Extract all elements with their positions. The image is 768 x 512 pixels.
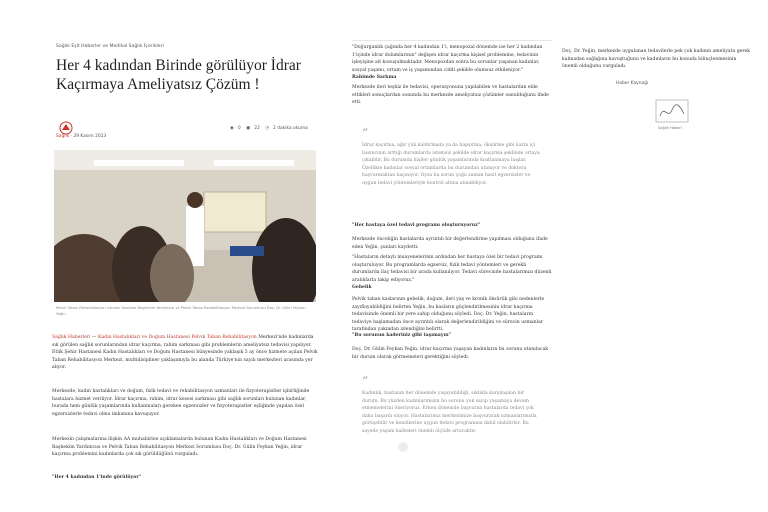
article-paragraph: Merkezin çalışmalarına ilişkin AA muhabirine açıklamalarda bulunan Kadın Hastalıkları ve Doğum Hastanesi Başhekim Yardımcısı ve Pelvik Taban Rehabilitasyon Merkezi Sorumlusu Doç. Dr. Gülin Feykan Yeğin, idrar kaçırma problemini kadınlarda çok sık görüldüğünü vurguladı. <box>52 437 307 458</box>
subheading-text: Gebelik <box>352 285 372 290</box>
article-subheading <box>352 74 552 82</box>
article-photo <box>54 150 316 302</box>
article-subheading <box>52 474 318 482</box>
inline-text: Merkezi'nde kadınlarda sık görülen sağlık sorunlarından idrar kaçırma, rahim sarkması gibi problemlerin ameliyatsız tedavisi yapılıyor. Etlik Şehir Hastanesi Kadın Hastalıkları ve Doğum Hastanesi bünyesinde yaklaşık 5 ay önce hizmete açılan Pelvik Taban Rehabilitasyon Merkezi, multidisipliner yaklaşımıyla bu alanda Türkiye'nin sayılı merkezleri arasında yer alıyor. <box>52 335 318 371</box>
article-paragraph: Merkezde ileri teşhiz ile tedavisi, operasyonuna yapılabilen ve hastalardan elde ettikleri sonuçlardan sonunda bu merkezde ameliyatsız çözümler sunulduğunu ifade etti. <box>352 85 549 106</box>
inline-link[interactable]: Kadın Hastalıkları ve Doğum Hastanesi Pelvik Taban Rehabilitasyon <box>97 335 257 340</box>
article-subheading <box>352 222 552 230</box>
article-title: Her 4 kadından Birinde görülüyor İdrar Kaçırmaya Ameliyatsız Çözüm ! <box>56 57 301 93</box>
quote-icon: “ <box>362 374 369 388</box>
comment-icon: ▣ <box>246 126 251 131</box>
clock-icon: ◷ <box>265 126 270 131</box>
article-stats <box>230 126 312 131</box>
author-site[interactable]: Sağlık <box>56 134 70 139</box>
article-paragraph: "Hastaların detaylı muayenelerinin ardından her hastaya özel bir tedavi programı oluşturuluyor. Bu programlarda egzersiz, fizik tedavi yöntemleri ve gerekli durumlarda ilaç tedavisi bir arada kullanılıyor. Tedavi sürecinde hastalarımızı düzenli aralıklarla takip ediyoruz." <box>352 255 552 283</box>
subheading-text: Rahimde Sarkma <box>352 75 397 80</box>
subheading-text: "Her 4 kadından 1'inde görülüyor" <box>52 475 142 480</box>
article-paragraph: Merkezde, kadın hastalıkları ve doğum, fizik tedavi ve rehabilitasyon uzmanları ile fizyoterapistler işbirliğinde hastalara hizmet veriliyor. İdrar kaçırma, rahim, idrar kesesi sarkması gibi sağlık sorunları bulunan kadınlar, burada hem günlük yaşamlarında kullanmaları gereken egzersizler ve fizyoterapistler eşliğinde yapılan özel egzersizlerle tedavi olma imkanına kavuşuyor. <box>52 389 310 417</box>
article-subheading <box>352 284 552 292</box>
reporter-label: Haber Kaynağı <box>616 81 649 86</box>
subheading-text: "Bu sorunun kaderiniz gibi taşımayın" <box>352 333 451 338</box>
read-time: 2 dakika okuma <box>273 126 308 131</box>
comment-count[interactable]: 22 <box>254 126 260 131</box>
view-count: 0 <box>237 126 241 131</box>
publish-date: · 29 Kasım 2023 <box>70 134 107 139</box>
quote-icon: “ <box>362 126 369 140</box>
divider <box>352 40 552 41</box>
inline-link[interactable]: Sağlık Haberleri <box>52 335 91 340</box>
article-paragraph: Doç. Dr. Gülin Feykan Yeğin, idrar kaçırma yaşayan kadınların bu sorunu utanılacak bir durum olarak görmemeleri gerektiğini söyledi. <box>352 347 549 360</box>
subheading-text: "Her hastaya özel tedavi programı oluşturuyoruz" <box>352 223 481 228</box>
blockquote <box>362 126 540 206</box>
breadcrumb[interactable]: Sağlık Eşit Haberler ve Medikal Sağlık İçerikleri <box>56 44 164 49</box>
site-logo-icon <box>58 121 74 135</box>
article-page-2 <box>352 0 552 512</box>
article-page-1 <box>52 0 322 512</box>
article-paragraph: Doç. Dr. Yeğin, merkezde uygulanan tedavilerle pek çok kadının ameliyata gerek kalmadan sağlığına kavuştuğunu ve kadınların bu konuda bilinçlenmesinin önemli olduğunu vurguladı. <box>562 49 751 70</box>
photo-caption: Pelvik Taban Rehabilitasyon Uzmanı Hastane Başhekim Yardımcısı ve Pelvik Taban Rehabilitasyon Merkezi Sorumlusu Doç. Dr. Gülin Feykan Yeğin <box>56 306 306 316</box>
inline-text: — <box>90 335 98 340</box>
article-paragraph: Merkezde önceliğin hastalarda ayrıntılı bir değerlendirme yapılması olduğunu ifade eden Yeğin, şunları kaydetti: <box>352 237 548 250</box>
scroll-indicator <box>398 442 408 452</box>
article-paragraph: "Doğurganlık çağında her 4 kadından 1'i, menopozal dönemde ise her 2 kadından 1'içinde idrar dolumlarının" değişen idrar kaçırma kişisel problemine, tedavinin işleyişine ait konuşulmaktadır. Menopozdan sonra bu sorunlar yaşanan kadınlar, sosyal yaşamı, ortam ve iş yaşamından ciddi şekilde olumsuz etkileniyor." <box>352 45 543 73</box>
eye-icon: ◉ <box>230 126 234 131</box>
signature-stamp-icon <box>654 98 690 126</box>
article-paragraph <box>52 334 318 372</box>
blockquote <box>362 374 540 484</box>
quote-text: Kadınlık, hastanın her dönemde yaşayabildiği, sıklıkla karşılaşılan bir durum. Bu yüzden kadınlarımızın bu sorunu yok sayıp yaşamaya devam etmemelerini öneriyoruz. Erken dönemde başvuran hastalarda tedavi çok daha başarılı oluyor. Hastalarımız merkezimize başvurarak uzmanlarımızla görüşebilir ve kendilerine uygun tedavi programına dahil olabilirler. Bu sayede yaşam kaliteleri önemli ölçüde artacaktır. <box>362 391 537 434</box>
article-subheading <box>352 332 552 340</box>
signature-caption: Sağlık Haberi <box>658 126 682 130</box>
article-page-3 <box>562 0 768 512</box>
article-paragraph: Pelvik taban kaslarının gebelik, doğum, ileri yaş ve kronik öksürük gibi nedenlerle zayıflayabildiğini belirten Yeğin, bu kasların güçlendirilmesinin idrar kaçırma tedavisinde önemli bir yere sahip olduğunu söyledi. Doç. Dr. Yeğin, hastaların tedaviye başlamadan önce ayrıntılı olarak değerlendirildiğini ve sürecin uzmanlar tarafından yakından izlendiğini belirtti. <box>352 297 545 333</box>
author-line <box>56 134 106 139</box>
quote-text: İdrar kaçırma, ağır yük kaldırmada ya da hapşırma, öksürme gibi karın içi basıncının arttığı durumlarda istemsiz şekilde idrar kaçırma şeklinde ortaya çıkabilir. Bu durumda kişiler günlük yaşamlarında kısıtlanmaya başlar. Özellikle kadınlar sosyal ortamlarda bu durumdan utanıyor ve doktora başvurmaktan kaçınıyor. Oysa bu sorun çoğu zaman basit egzersizler ve uygun tedavi yöntemleriyle kontrol altına alınabiliyor. <box>362 143 540 186</box>
